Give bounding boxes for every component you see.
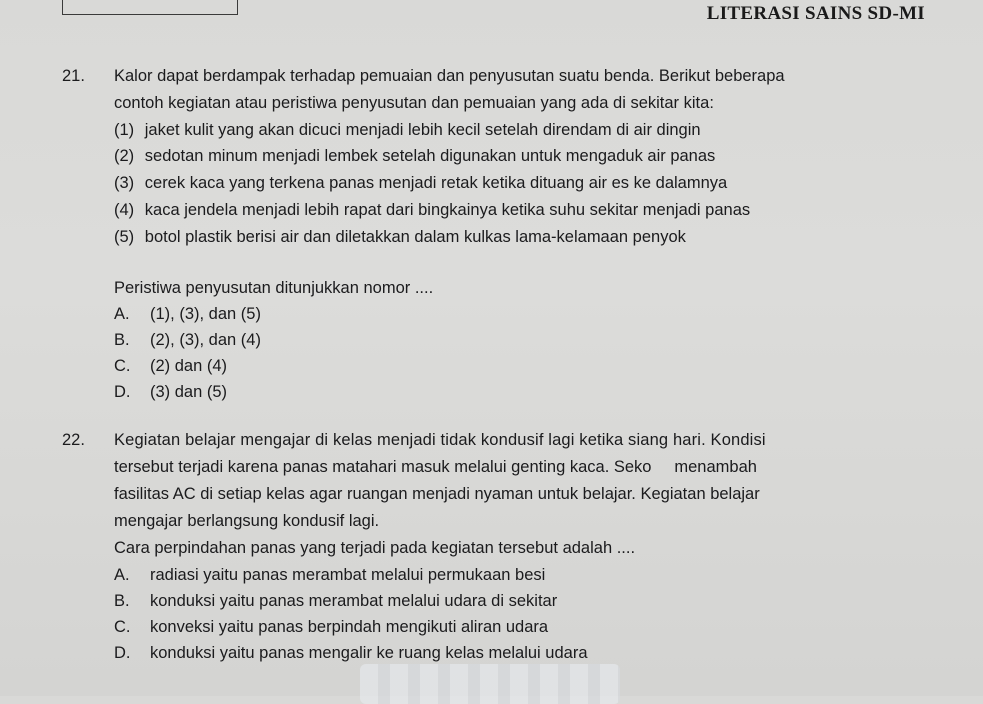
answer-option[interactable]	[114, 641, 588, 665]
option-letter: D.	[114, 383, 131, 401]
list-item-text: botol plastik berisi air dan diletakkan dalam kulkas lama-kelamaan penyok	[144, 228, 686, 246]
option-letter: A.	[114, 566, 130, 584]
option-letter: A.	[114, 305, 130, 323]
option-text: (2) dan (4)	[150, 357, 228, 375]
page-title: LITERASI SAINS SD-MI	[706, 3, 925, 24]
question-prompt: Peristiwa penyusutan ditunjukkan nomor ....	[114, 279, 434, 297]
question-prompt: Cara perpindahan panas yang terjadi pada kegiatan tersebut adalah ....	[114, 539, 636, 557]
question-text-line: tersebut terjadi karena panas matahari masuk melalui genting kaca. Seko menambah	[114, 458, 757, 476]
list-item-text: cerek kaca yang terkena panas menjadi retak ketika dituang air es ke dalamnya	[144, 174, 728, 192]
option-letter: C.	[114, 357, 131, 375]
header-box	[62, 0, 238, 15]
question-number: 22.	[62, 431, 85, 449]
list-item-number: (5)	[114, 228, 135, 246]
list-item-text: sedotan minum menjadi lembek setelah digunakan untuk mengaduk air panas	[144, 147, 716, 165]
list-item	[114, 144, 715, 168]
question-number: 21.	[62, 67, 85, 85]
option-text: konduksi yaitu panas mengalir ke ruang kelas melalui udara	[150, 644, 588, 662]
list-item	[114, 118, 701, 142]
question-text-line: contoh kegiatan atau peristiwa penyusutan dan pemuaian yang ada di sekitar kita:	[114, 94, 714, 112]
option-letter: C.	[114, 618, 131, 636]
answer-option[interactable]	[114, 354, 227, 378]
list-item	[114, 171, 727, 195]
question-text-line: fasilitas AC di setiap kelas agar ruangan menjadi nyaman untuk belajar. Kegiatan belajar	[114, 485, 760, 503]
option-text: (1), (3), dan (5)	[150, 305, 261, 323]
option-letter: B.	[114, 331, 130, 349]
list-item-number: (3)	[114, 174, 135, 192]
watermark	[360, 664, 620, 704]
list-item-number: (2)	[114, 147, 135, 165]
answer-option[interactable]	[114, 589, 557, 613]
option-text: (3) dan (5)	[150, 383, 228, 401]
list-item-number: (1)	[114, 121, 135, 139]
option-letter: B.	[114, 592, 130, 610]
answer-option[interactable]	[114, 380, 227, 404]
list-item	[114, 225, 686, 249]
option-text: radiasi yaitu panas merambat melalui permukaan besi	[150, 566, 546, 584]
list-item-number: (4)	[114, 201, 135, 219]
option-letter: D.	[114, 644, 131, 662]
answer-option[interactable]	[114, 302, 261, 326]
list-item-text: kaca jendela menjadi lebih rapat dari bingkainya ketika suhu sekitar menjadi panas	[144, 201, 751, 219]
question-text-line: mengajar berlangsung kondusif lagi.	[114, 512, 380, 530]
answer-option[interactable]	[114, 328, 261, 352]
option-text: (2), (3), dan (4)	[150, 331, 261, 349]
option-text: konduksi yaitu panas merambat melalui udara di sekitar	[150, 592, 558, 610]
list-item	[114, 198, 750, 222]
question-text-line: Kalor dapat berdampak terhadap pemuaian dan penyusutan suatu benda. Berikut beberapa	[114, 67, 785, 85]
list-item-text: jaket kulit yang akan dicuci menjadi lebih kecil setelah direndam di air dingin	[144, 121, 701, 139]
answer-option[interactable]	[114, 563, 545, 587]
option-text: konveksi yaitu panas berpindah mengikuti aliran udara	[150, 618, 549, 636]
answer-option[interactable]	[114, 615, 548, 639]
question-text-line: Kegiatan belajar mengajar di kelas menjadi tidak kondusif lagi ketika siang hari. Kondisi	[114, 431, 766, 449]
